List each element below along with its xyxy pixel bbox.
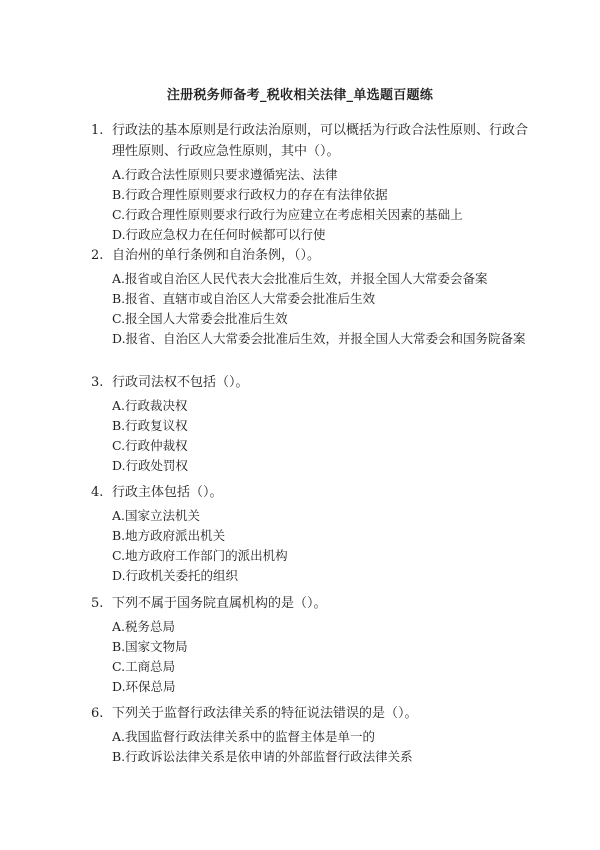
question-stem: 下列不属于国务院直属机构的是（）。	[112, 596, 327, 611]
question-number: 4.	[91, 485, 104, 500]
option-a: A.国家立法机关	[112, 508, 201, 523]
option-a: A.报省或自治区人民代表大会批准后生效，并报全国人大常委会备案	[112, 271, 488, 286]
option-list	[112, 396, 531, 476]
option-d: D.行政应急权力在任何时候都可以行使	[112, 227, 326, 242]
option-a: A.税务总局	[112, 619, 176, 634]
option-d: D.行政处罚权	[112, 458, 189, 473]
option-b: B.国家文物局	[112, 639, 188, 654]
page-title: 注册税务师备考_税收相关法律_单选题百题练	[166, 88, 434, 103]
option-b: B.地方政府派出机关	[112, 528, 226, 543]
question-number: 1.	[91, 123, 104, 138]
question-6	[91, 703, 531, 767]
option-b: B.行政诉讼法律关系是依申请的外部监督行政法律关系	[112, 749, 413, 764]
option-a: A.我国监督行政法律关系中的监督主体是单一的	[112, 729, 376, 744]
question-stem: 自治州的单行条例和自治条例，（）。	[112, 248, 321, 263]
option-list	[112, 727, 531, 767]
question-number: 2.	[91, 248, 104, 263]
option-c: C.行政合理性原则要求行政行为应建立在考虑相关因素的基础上	[112, 207, 463, 222]
option-d: D.行政机关委托的组织	[112, 568, 239, 583]
option-list	[112, 506, 531, 586]
option-a: A.行政合法性原则只要求遵循宪法、法律	[112, 167, 338, 182]
question-stem: 行政主体包括（）。	[112, 485, 223, 500]
question-1	[91, 120, 531, 245]
option-c: C.报全国人大常委会批准后生效	[112, 311, 288, 326]
option-d: D.报省、自治区人大常委会批准后生效，并报全国人大常委会和国务院备案	[112, 331, 526, 346]
option-b: B.报省、直辖市或自治区人大常委会批准后生效	[112, 291, 376, 306]
option-b: B.行政合理性原则要求行政权力的存在有法律依据	[112, 187, 388, 202]
option-c: C.行政仲裁权	[112, 438, 188, 453]
option-list	[112, 617, 531, 697]
option-list	[112, 165, 531, 245]
question-number: 5.	[91, 596, 104, 611]
option-c: C.地方政府工作部门的派出机构	[112, 548, 288, 563]
question-4	[91, 482, 531, 586]
question-number: 3.	[91, 375, 104, 390]
question-stem: 下列关于监督行政法律关系的特征说法错误的是（）。	[112, 706, 418, 721]
question-stem: 行政司法权不包括（）。	[112, 375, 249, 390]
question-number: 6.	[91, 706, 104, 721]
question-3	[91, 372, 531, 476]
question-stem: 行政法的基本原则是行政法治原则，可以概括为行政合法性原则、行政合理性原则、行政应急性原则，其中（）。	[112, 123, 529, 159]
option-b: B.行政复议权	[112, 418, 188, 433]
option-list	[112, 269, 531, 349]
option-c: C.工商总局	[112, 659, 176, 674]
option-d: D.环保总局	[112, 679, 176, 694]
question-5	[91, 593, 531, 697]
option-a: A.行政裁决权	[112, 398, 188, 413]
question-2	[91, 245, 531, 349]
